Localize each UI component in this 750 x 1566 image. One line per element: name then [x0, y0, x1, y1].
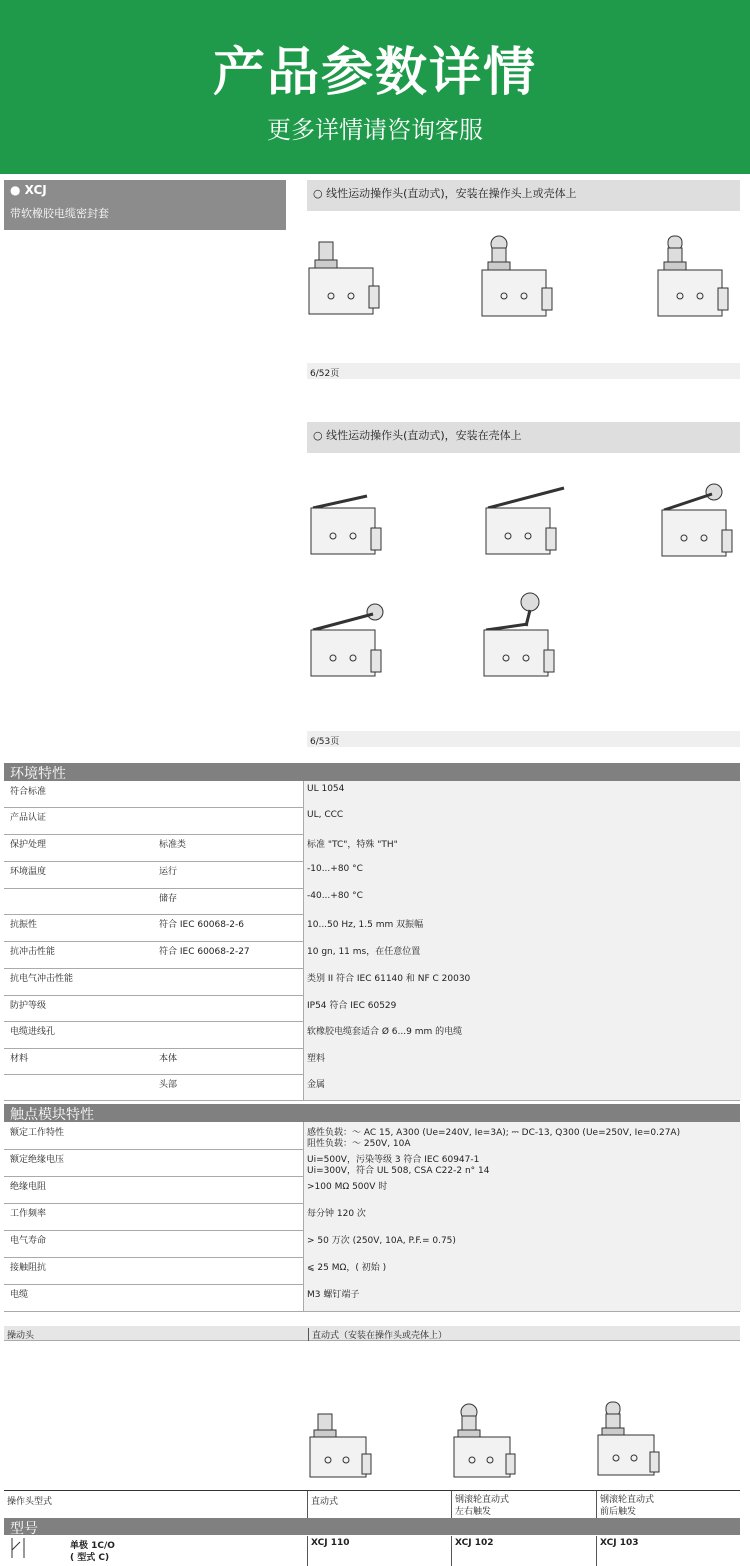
- contact-header-text: 触点模块特性: [10, 1107, 94, 1123]
- banner-title: 产品参数详情: [212, 43, 537, 103]
- group1-page-text: 6/52页: [310, 369, 340, 379]
- model-header-text: 型号: [10, 1521, 38, 1537]
- roller-lever-switch-image-3: [305, 598, 389, 690]
- contact-row-value: M3 螺钉端子: [307, 1290, 360, 1300]
- contact-row-value: 感性负载：～ AC 15, A300 (Ue=240V, Ie=3A); ⎓ DC-13, Q300 (Ue=250V, Ie=0.27A): [307, 1128, 681, 1138]
- env-row: [4, 834, 740, 862]
- product-box: [4, 180, 286, 230]
- env-row-sublabel: 符合 IEC 60068-2-27: [159, 947, 250, 957]
- env-row: [4, 968, 740, 996]
- env-row-label: 材料: [10, 1054, 29, 1064]
- model-form: ( 型式 C): [70, 1553, 110, 1563]
- plunger-switch-image: [305, 238, 385, 328]
- contact-row-label: 接触阻抗: [10, 1263, 47, 1273]
- env-row: [4, 995, 740, 1022]
- env-header-text: 环境特性: [10, 766, 66, 782]
- group2-page-ref: [307, 731, 740, 747]
- model-xcj102: XCJ 102: [455, 1538, 494, 1548]
- model-row: [4, 1536, 740, 1566]
- contact-symbol-icon: [6, 1538, 42, 1566]
- env-section-header: [4, 763, 740, 781]
- headtype-col-3: 钢滚轮直动式 前后触发: [600, 1495, 655, 1517]
- env-row-sublabel: 储存: [159, 894, 178, 904]
- contact-row-value-2: 阻性负载：～ 250V, 10A: [307, 1139, 411, 1149]
- env-row: [4, 941, 740, 969]
- model-pole: 单极 1C/O: [70, 1541, 115, 1551]
- product-desc: 带软橡胶电缆密封套: [10, 207, 109, 220]
- contact-row: [4, 1284, 740, 1312]
- env-row: [4, 914, 740, 942]
- contact-row: [4, 1203, 740, 1231]
- contact-row-value-2: Ui=300V，符合 UL 508, CSA C22-2 n° 14: [307, 1166, 490, 1176]
- headtype-label: 操作头型式: [7, 1497, 53, 1507]
- env-row-label: 防护等级: [10, 1001, 47, 1011]
- roller-plunger-switch-image: [478, 232, 558, 328]
- head-value: 直动式（安装在操作头或壳体上）: [308, 1328, 447, 1341]
- env-row-value: UL 1054: [307, 784, 345, 794]
- contact-row: [4, 1230, 740, 1258]
- env-row: [4, 807, 740, 835]
- env-row: [4, 861, 740, 889]
- env-row-sublabel: 本体: [159, 1054, 178, 1064]
- xcj102-image: [450, 1400, 524, 1490]
- env-row-label: 抗振性: [10, 920, 38, 930]
- env-row-label: 电缆进线孔: [10, 1027, 56, 1037]
- group1-header: [307, 180, 740, 211]
- contact-row-label: 工作频率: [10, 1209, 47, 1219]
- env-row: [4, 888, 740, 915]
- model-section-header: [4, 1518, 740, 1535]
- contact-row-label: 电缆: [10, 1290, 29, 1300]
- headtype-col-2: 钢滚轮直动式 左右触发: [455, 1495, 510, 1517]
- contact-row-label: 绝缘电阻: [10, 1182, 47, 1192]
- roller-lever-switch-image-4: [478, 590, 562, 690]
- contact-row: [4, 1176, 740, 1204]
- head-label: 操动头: [7, 1331, 35, 1341]
- env-row-value: 软橡胶电缆套适合 Ø 6...9 mm 的电缆: [307, 1027, 463, 1037]
- roller-plunger-switch-image-2: [654, 232, 734, 328]
- env-row-value: 塑料: [307, 1054, 326, 1064]
- env-row-value: UL, CCC: [307, 810, 344, 820]
- contact-row-value: > 50 万次 (250V, 10A, P.F.= 0.75): [307, 1236, 456, 1246]
- env-row-value: 类别 II 符合 IEC 61140 和 NF C 20030: [307, 974, 471, 984]
- contact-row-value: >100 MΩ 500V 时: [307, 1182, 388, 1192]
- roller-lever-switch-image: [656, 480, 736, 570]
- contact-row-value: 每分钟 120 次: [307, 1209, 366, 1219]
- env-row-value: -10...+80 °C: [307, 864, 363, 874]
- env-row-value: IP54 符合 IEC 60529: [307, 1001, 397, 1011]
- headtype-col-1: 直动式: [311, 1497, 339, 1507]
- contact-section-header: [4, 1104, 740, 1122]
- group2-page-text: 6/53页: [310, 737, 340, 747]
- head-row: [4, 1326, 740, 1341]
- env-row-sublabel: 运行: [159, 867, 178, 877]
- contact-row: [4, 1257, 740, 1285]
- env-row-label: 抗冲击性能: [10, 947, 56, 957]
- env-row-label: 抗电气冲击性能: [10, 974, 74, 984]
- model-xcj103: XCJ 103: [600, 1538, 639, 1548]
- contact-row-value: ⩽ 25 MΩ，( 初始 ): [307, 1263, 387, 1273]
- contact-row-label: 电气寿命: [10, 1236, 47, 1246]
- contact-row-label: 额定绝缘电压: [10, 1155, 65, 1165]
- xcj110-image: [306, 1410, 380, 1490]
- contact-row-value: Ui=500V，污染等级 3 符合 IEC 60947-1: [307, 1155, 480, 1165]
- model-xcj110: XCJ 110: [311, 1538, 350, 1548]
- env-row: [4, 1048, 740, 1075]
- env-row-value: 金属: [307, 1080, 326, 1090]
- env-row-label: 环境温度: [10, 867, 47, 877]
- contact-row: [4, 1122, 740, 1150]
- env-row: [4, 1021, 740, 1049]
- env-row-sublabel: 符合 IEC 60068-2-6: [159, 920, 244, 930]
- env-row: [4, 1074, 740, 1101]
- product-model: ● XCJ: [10, 183, 47, 197]
- headtype-row: [4, 1490, 740, 1518]
- group2-header: [307, 422, 740, 453]
- xcj103-image: [594, 1398, 668, 1490]
- env-row: [4, 781, 740, 808]
- group1-page-ref: [307, 363, 740, 379]
- long-lever-switch-image: [480, 484, 570, 570]
- env-row-label: 保护处理: [10, 840, 47, 850]
- env-row-sublabel: 头部: [159, 1080, 178, 1090]
- env-row-value: -40...+80 °C: [307, 891, 363, 901]
- banner-subtitle: 更多详情请咨询客服: [267, 116, 483, 144]
- env-row-label: 产品认证: [10, 813, 47, 823]
- env-row-sublabel: 标准类: [159, 840, 187, 850]
- group2-title: ○ 线性运动操作头(直动式)，安装在壳体上: [313, 429, 522, 442]
- contact-row-label: 额定工作特性: [10, 1128, 65, 1138]
- group1-title: ○ 线性运动操作头(直动式)，安装在操作头上或壳体上: [313, 187, 577, 200]
- env-row-value: 10...50 Hz, 1.5 mm 双振幅: [307, 920, 424, 930]
- contact-row: [4, 1149, 740, 1177]
- env-row-value: 10 gn, 11 ms，在任意位置: [307, 947, 421, 957]
- env-row-value: 标准 "TC"，特殊 "TH": [307, 840, 398, 850]
- env-row-label: 符合标准: [10, 787, 47, 797]
- lever-switch-image: [305, 490, 385, 570]
